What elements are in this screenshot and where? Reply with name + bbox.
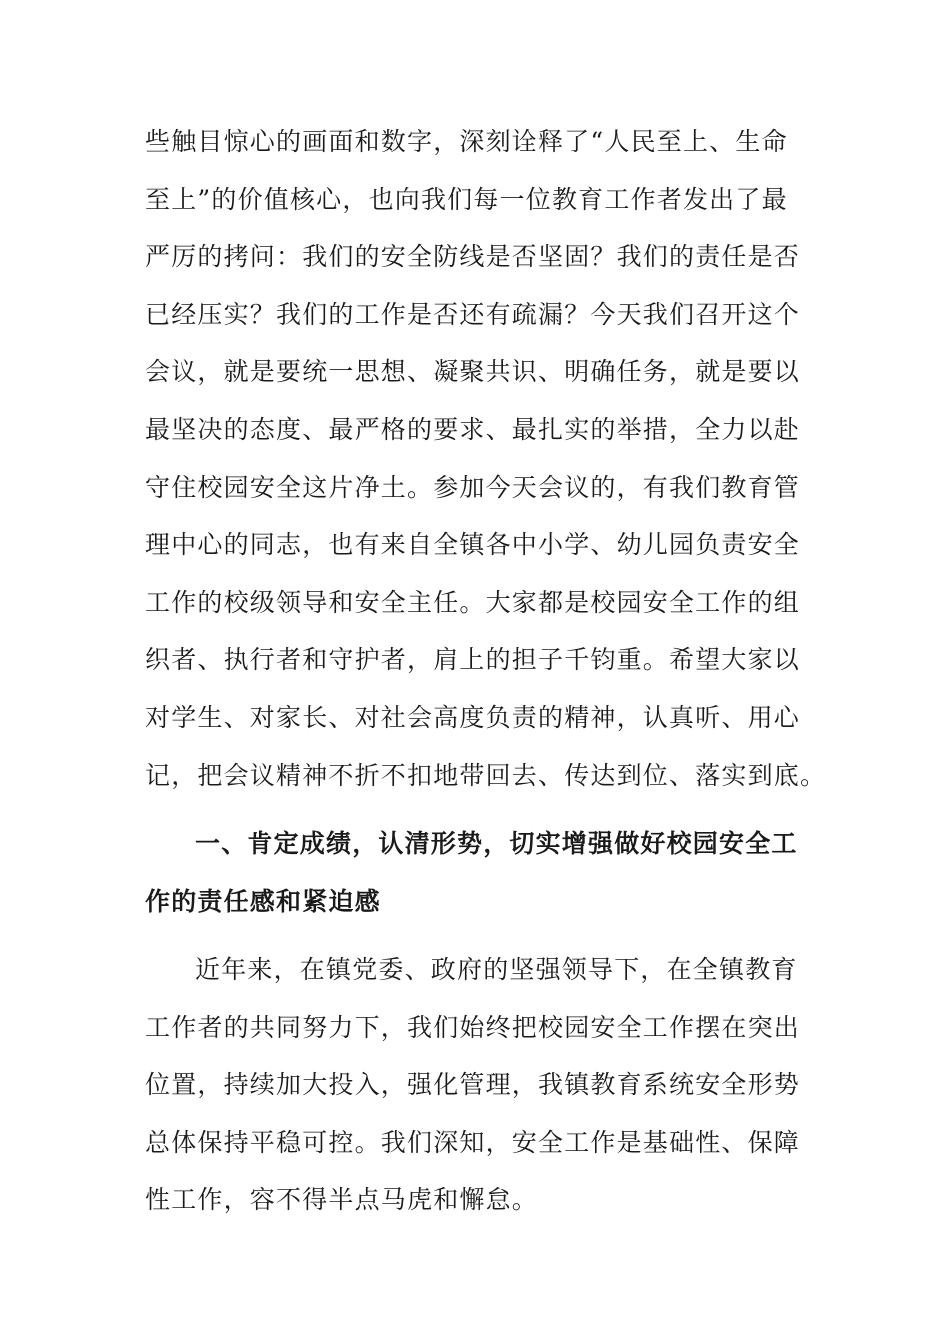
paragraph-line: 对学生、对家长、对社会高度负责的精神，认真听、用心 — [145, 702, 801, 732]
paragraph-line: 工作者的共同努力下，我们始终把校园安全工作摆在突出 — [145, 1012, 801, 1042]
paragraph-line: 理中心的同志，也有来自全镇各中小学、幼儿园负责安全 — [145, 530, 801, 560]
paragraph-continuation — [145, 113, 827, 804]
paragraph-line: 位置，持续加大投入，强化管理，我镇教育系统安全形势 — [145, 1070, 801, 1100]
paragraph-line: 守住校园安全这片净土。参加今天会议的，有我们教育管 — [145, 472, 801, 502]
paragraph-line: 最坚决的态度、最严格的要求、最扎实的举措，全力以赴 — [145, 414, 801, 444]
paragraph-line: 已经压实？我们的工作是否还有疏漏？今天我们召开这个 — [145, 299, 801, 329]
section-heading — [145, 815, 805, 930]
paragraph-line: 严厉的拷问：我们的安全防线是否坚固？我们的责任是否 — [145, 242, 801, 272]
paragraph-line: 近年来，在镇党委、政府的坚强领导下，在全镇教育 — [195, 955, 798, 984]
paragraph-line: 记，把会议精神不折不扣地带回去、传达到位、落实到底。 — [145, 760, 827, 790]
paragraph-line: 总体保持平稳可控。我们深知，安全工作是基础性、保障 — [145, 1127, 801, 1157]
paragraph-line: 至上”的价值核心，也向我们每一位教育工作者发出了最 — [145, 184, 788, 214]
heading-line: 作的责任感和紧迫感 — [145, 886, 381, 916]
heading-line: 一、肯定成绩，认清形势，切实增强做好校园安全工 — [195, 829, 798, 858]
paragraph-line: 些触目惊心的画面和数字，深刻诠释了“人民至上、生命 — [145, 127, 788, 156]
paragraph-body — [145, 941, 805, 1229]
paragraph-line: 会议，就是要统一思想、凝聚共识、明确任务，就是要以 — [145, 357, 801, 387]
paragraph-line: 织者、执行者和守护者，肩上的担子千钧重。希望大家以 — [145, 645, 801, 675]
paragraph-line: 性工作，容不得半点马虎和懈怠。 — [145, 1185, 539, 1215]
paragraph-line: 工作的校级领导和安全主任。大家都是校园安全工作的组 — [145, 587, 801, 617]
